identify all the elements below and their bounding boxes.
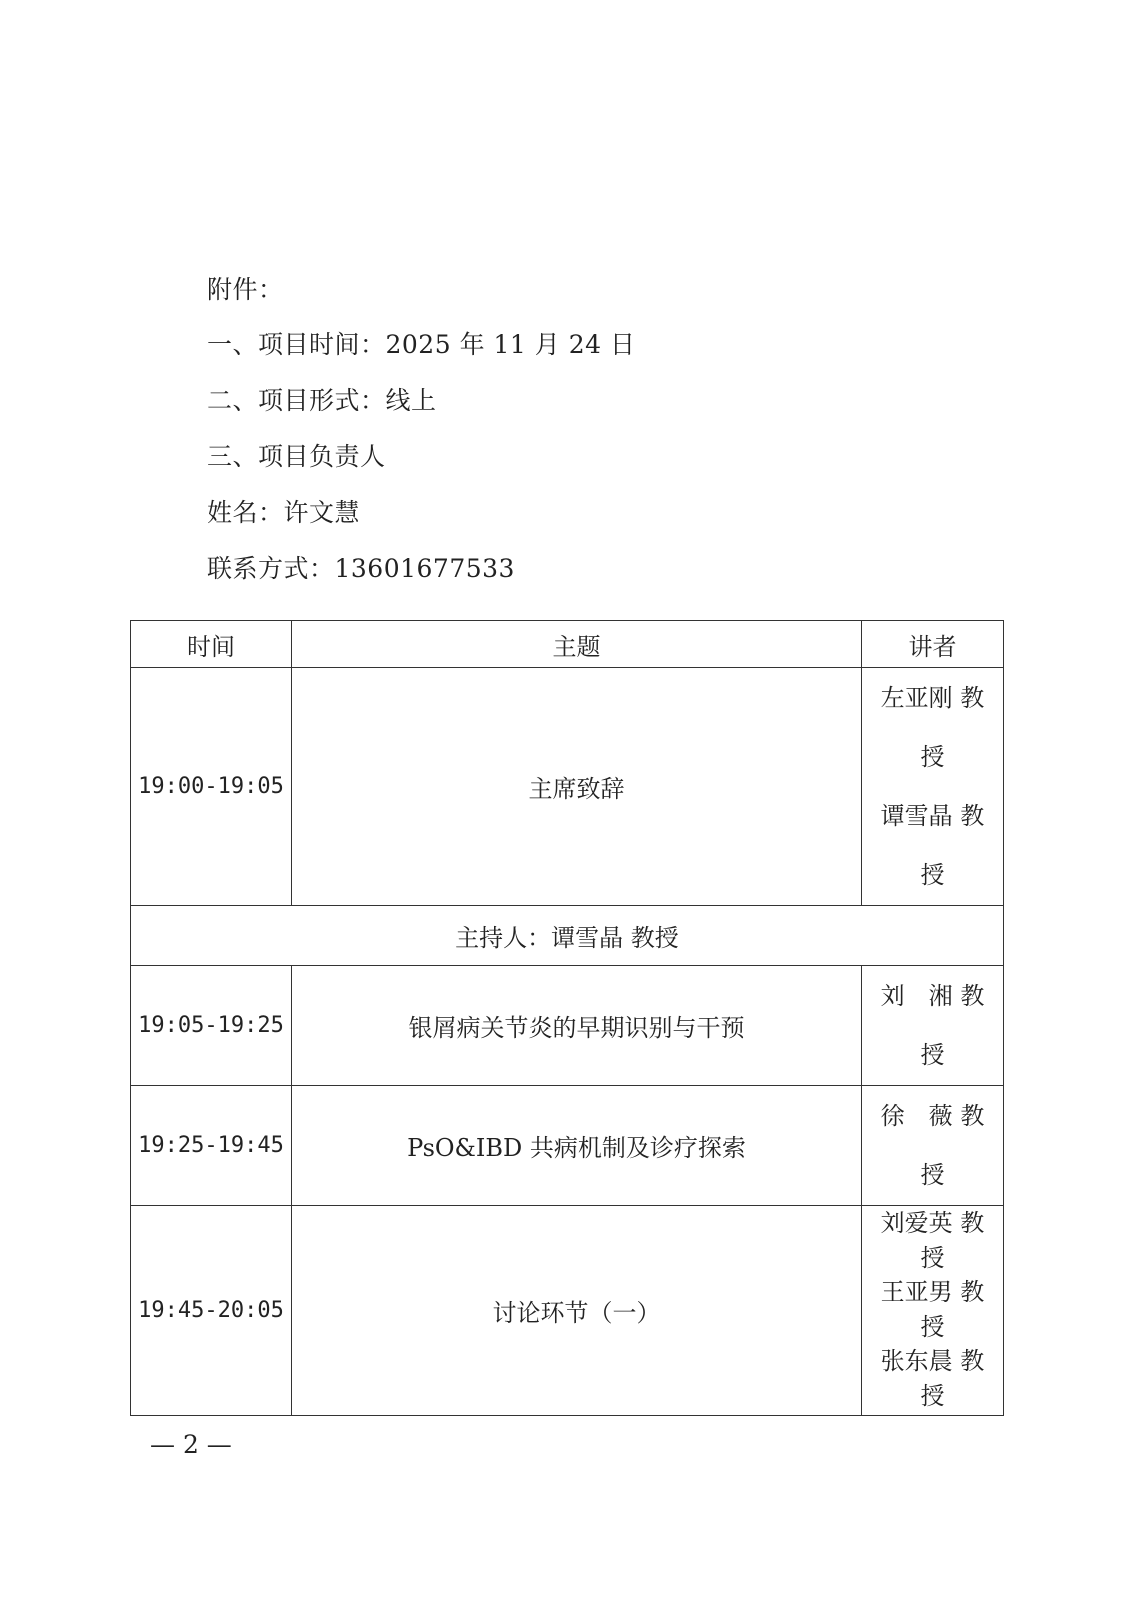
attachment-label: 附件： (207, 275, 284, 304)
row-topic: 银屑病关节炎的早期识别与干预 (292, 966, 862, 1086)
page-number: — 2 — (150, 1430, 232, 1459)
speaker-line (881, 967, 985, 1026)
row-topic: PsO&IBD 共病机制及诊疗探索 (292, 1086, 862, 1206)
row-speaker (862, 1206, 1004, 1416)
project-lead-name: 姓名：许文慧 (207, 498, 361, 527)
host-row (131, 906, 1004, 966)
speaker-line: 刘爱英 教 (880, 1209, 985, 1237)
row-speaker (862, 1086, 1004, 1206)
table-row (131, 1206, 1004, 1416)
project-format: 二、项目形式：线上 (207, 386, 437, 415)
row-topic: 主席致辞 (292, 668, 862, 906)
speaker-line: 谭雪晶 教 (880, 802, 985, 830)
speaker-name: 徐 薇 (880, 1102, 953, 1130)
row-time: 19:05-19:25 (131, 966, 292, 1086)
speaker-line (881, 1087, 985, 1146)
table-row (131, 1086, 1004, 1206)
speaker-line: 授 (920, 1041, 945, 1069)
header-time: 时间 (131, 621, 292, 668)
row-time: 19:45-20:05 (131, 1206, 292, 1416)
row-time: 19:00-19:05 (131, 668, 292, 906)
row-speaker (862, 966, 1004, 1086)
speaker-title-part: 教 (960, 1102, 985, 1130)
project-lead-contact: 联系方式：13601677533 (207, 554, 515, 583)
project-time: 一、项目时间：2025 年 11 月 24 日 (207, 330, 636, 359)
speaker-line: 授 (920, 1381, 945, 1410)
host-cell: 主持人：谭雪晶 教授 (131, 906, 1004, 966)
speaker-line: 授 (920, 1243, 945, 1272)
speaker-line: 授 (920, 861, 945, 889)
table-header-row (131, 621, 1004, 668)
table-row (131, 966, 1004, 1086)
speaker-title-part: 教 (960, 982, 985, 1010)
speaker-line: 王亚男 教 (880, 1278, 985, 1306)
speaker-name: 刘 湘 (880, 982, 953, 1010)
schedule-table (130, 620, 1004, 1416)
speaker-line: 张东晨 教 (880, 1347, 985, 1375)
table-row (131, 668, 1004, 906)
header-speaker: 讲者 (862, 621, 1004, 668)
row-time: 19:25-19:45 (131, 1086, 292, 1206)
header-topic: 主题 (292, 621, 862, 668)
speaker-line: 授 (920, 1312, 945, 1341)
row-topic: 讨论环节（一） (292, 1206, 862, 1416)
speaker-line: 左亚刚 教 (880, 684, 985, 712)
row-speaker (862, 668, 1004, 906)
speaker-line: 授 (920, 1161, 945, 1189)
speaker-line: 授 (920, 743, 945, 771)
project-lead-heading: 三、项目负责人 (207, 442, 386, 471)
